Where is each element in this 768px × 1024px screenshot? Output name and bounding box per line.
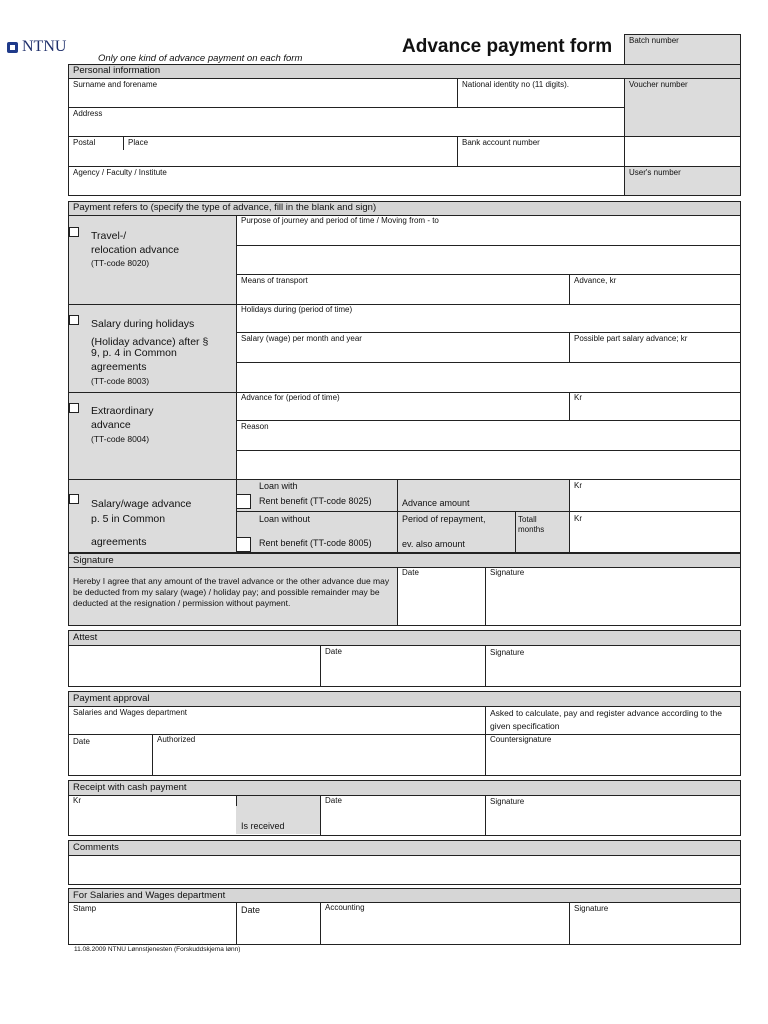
authorized-label: Authorized [157,735,196,744]
salaries-section [68,888,741,945]
postal-label: Postal [73,138,96,147]
period-repayment-label: Period of repayment, [402,514,486,524]
rent-without-checkbox[interactable] [236,537,251,552]
receipt-heading: Receipt with cash payment [69,781,741,795]
total-months-label-1: Totall [518,515,537,524]
travel-label-2: relocation advance [91,244,180,256]
attest-date-label: Date [325,647,342,656]
holiday-code: (TT-code 8003) [91,376,150,386]
stamp-label: Stamp [73,904,97,913]
form-title: Advance payment form [402,36,613,57]
loan-with-label: Loan with [259,481,298,491]
receipt-signature-label: Signature [490,797,525,806]
approval-date-label: Date [73,737,90,746]
attest-signature-label: Signature [490,648,525,657]
payment-heading: Payment refers to (specify the type of advance, fill in the blank and sign) [69,201,741,215]
extra-label-1: Extraordinary [91,405,154,417]
salary-advance-label-3: agreements [91,536,147,548]
ntnu-logo-dot [10,45,15,50]
reason-label: Reason [241,422,269,431]
users-number-label: User's number [629,168,681,177]
surname-label: Surname and forename [73,80,158,89]
receipt-date-label: Date [325,796,342,805]
holiday-label-1: Salary during holidays [91,318,195,330]
extra-kr-label: Kr [574,393,582,402]
comments-heading: Comments [69,841,741,855]
loan-without-label: Loan without [259,514,311,524]
travel-checkbox[interactable] [69,227,79,237]
holiday-label-2: (Holiday advance) after § [91,336,209,348]
holiday-label-4: agreements [91,361,147,373]
rent-without-label: Rent benefit (TT-code 8005) [259,538,372,548]
address-label: Address [73,109,103,118]
salary-per-month-label: Salary (wage) per month and year [241,334,362,343]
salaries-dept-label: Salaries and Wages department [73,708,187,717]
receipt-kr-label: Kr [73,796,81,805]
attest-heading: Attest [69,631,741,645]
signature-agreement-text: Hereby I agree that any amount of the travel advance or the other advance due may be deducted from my salary (wage) / holiday pay; and possible remainder may be deducted at the resignation / permission without payment. [73,576,390,608]
salary-advance-label-1: Salary/wage advance [91,498,192,510]
is-received-label: Is received [241,821,285,831]
voucher-number-label: Voucher number [629,80,688,89]
advance-amount-label: Advance amount [402,498,470,508]
ntnu-logo-text: NTNU [22,38,67,55]
ev-also-amount-label: ev. also amount [402,539,465,549]
holiday-checkbox[interactable] [69,315,79,325]
agency-label: Agency / Faculty / Institute [73,168,167,177]
signature-heading: Signature [69,554,741,567]
signature-signature-label: Signature [490,568,525,577]
attest-section [68,630,741,687]
holidays-during-label: Holidays during (period of time) [241,305,353,314]
form-notice: Only one kind of advance payment on each form [98,53,303,64]
signature-date-label: Date [402,568,419,577]
approval-heading: Payment approval [69,692,741,706]
extra-code: (TT-code 8004) [91,434,150,444]
asked-text: Asked to calculate, pay and register advance according to the given specification [490,708,723,731]
bank-account-label: Bank account number [462,138,540,147]
total-months-label-2: months [518,525,545,534]
salary-kr-label-1: Kr [574,481,582,490]
travel-code: (TT-code 8020) [91,258,150,268]
salaries-date-label: Date [241,905,261,915]
national-id-label: National identity no (11 digits). [462,80,570,89]
countersignature-label: Countersignature [490,735,552,744]
salaries-section-heading: For Salaries and Wages department [69,889,741,902]
extra-checkbox[interactable] [69,403,79,413]
holiday-label-3: 9, p. 4 in Common [91,347,177,359]
extra-label-2: advance [91,419,131,431]
rent-with-label: Rent benefit (TT-code 8025) [259,496,372,506]
place-label: Place [128,138,149,147]
receipt-section [68,780,741,836]
travel-label-1: Travel-/ [91,230,127,242]
footer-text: 11.08.2009 NTNU Lønnstjenesten (Forskuddskjema lønn) [74,946,241,953]
travel-advance-kr-label: Advance, kr [574,276,617,285]
advance-for-label: Advance for (period of time) [241,393,340,402]
salary-advance-label-2: p. 5 in Common [91,513,166,525]
salaries-signature-label: Signature [574,904,609,913]
personal-heading: Personal information [69,64,741,78]
means-label: Means of transport [241,276,308,285]
accounting-label: Accounting [325,903,365,912]
possible-part-label: Possible part salary advance; kr [574,334,688,343]
salary-kr-label-2: Kr [574,514,582,523]
batch-number-label: Batch number [629,36,679,45]
rent-with-checkbox[interactable] [236,494,251,509]
salary-advance-checkbox[interactable] [69,494,79,504]
comments-section[interactable] [68,840,741,885]
purpose-label: Purpose of journey and period of time / Moving from - to [241,216,439,225]
